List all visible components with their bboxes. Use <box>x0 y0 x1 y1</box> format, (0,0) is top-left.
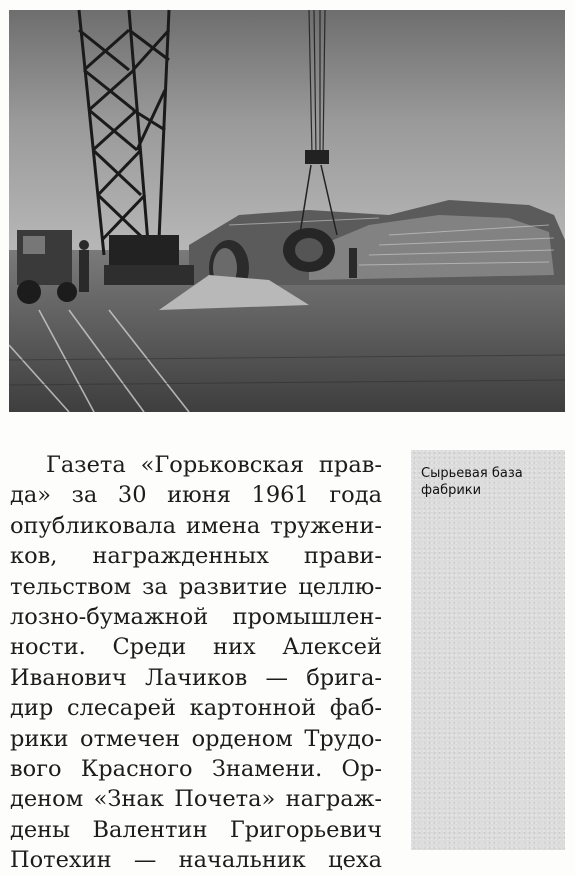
article-line: тельством за развитие целлю- <box>10 573 382 600</box>
article-line: вого Красного Знамени. Ор- <box>10 756 382 783</box>
caption-line: Сырьевая база <box>421 466 523 481</box>
article-line: дир слесарей картонной фаб- <box>10 695 382 722</box>
article-line: рики отмечен орденом Трудо- <box>10 725 382 752</box>
article-line: лозно-бумажной промышлен- <box>10 604 382 631</box>
article-line: Газета «Горьковская прав- <box>46 452 382 478</box>
article-line: опубликовала имена тружени- <box>10 512 382 539</box>
archive-photo <box>9 10 565 412</box>
article-line: деном «Знак Почета» награж- <box>10 786 382 813</box>
photo-caption <box>421 465 561 499</box>
article-line: дены Валентин Григорьевич <box>10 816 382 843</box>
article-line: ков, награжденных прави- <box>10 543 382 570</box>
article-text <box>10 450 382 876</box>
article-line: Иванович Лачиков — брига- <box>10 664 382 691</box>
article-line: да» за 30 июня 1961 года <box>10 482 382 509</box>
construction-site-photo-icon <box>9 10 565 412</box>
article-line: ности. Среди них Алексей <box>10 634 382 661</box>
article-line: Потехин — начальник цеха <box>10 847 382 874</box>
caption-line: фабрики <box>421 483 482 498</box>
caption-sidebar <box>411 450 565 850</box>
